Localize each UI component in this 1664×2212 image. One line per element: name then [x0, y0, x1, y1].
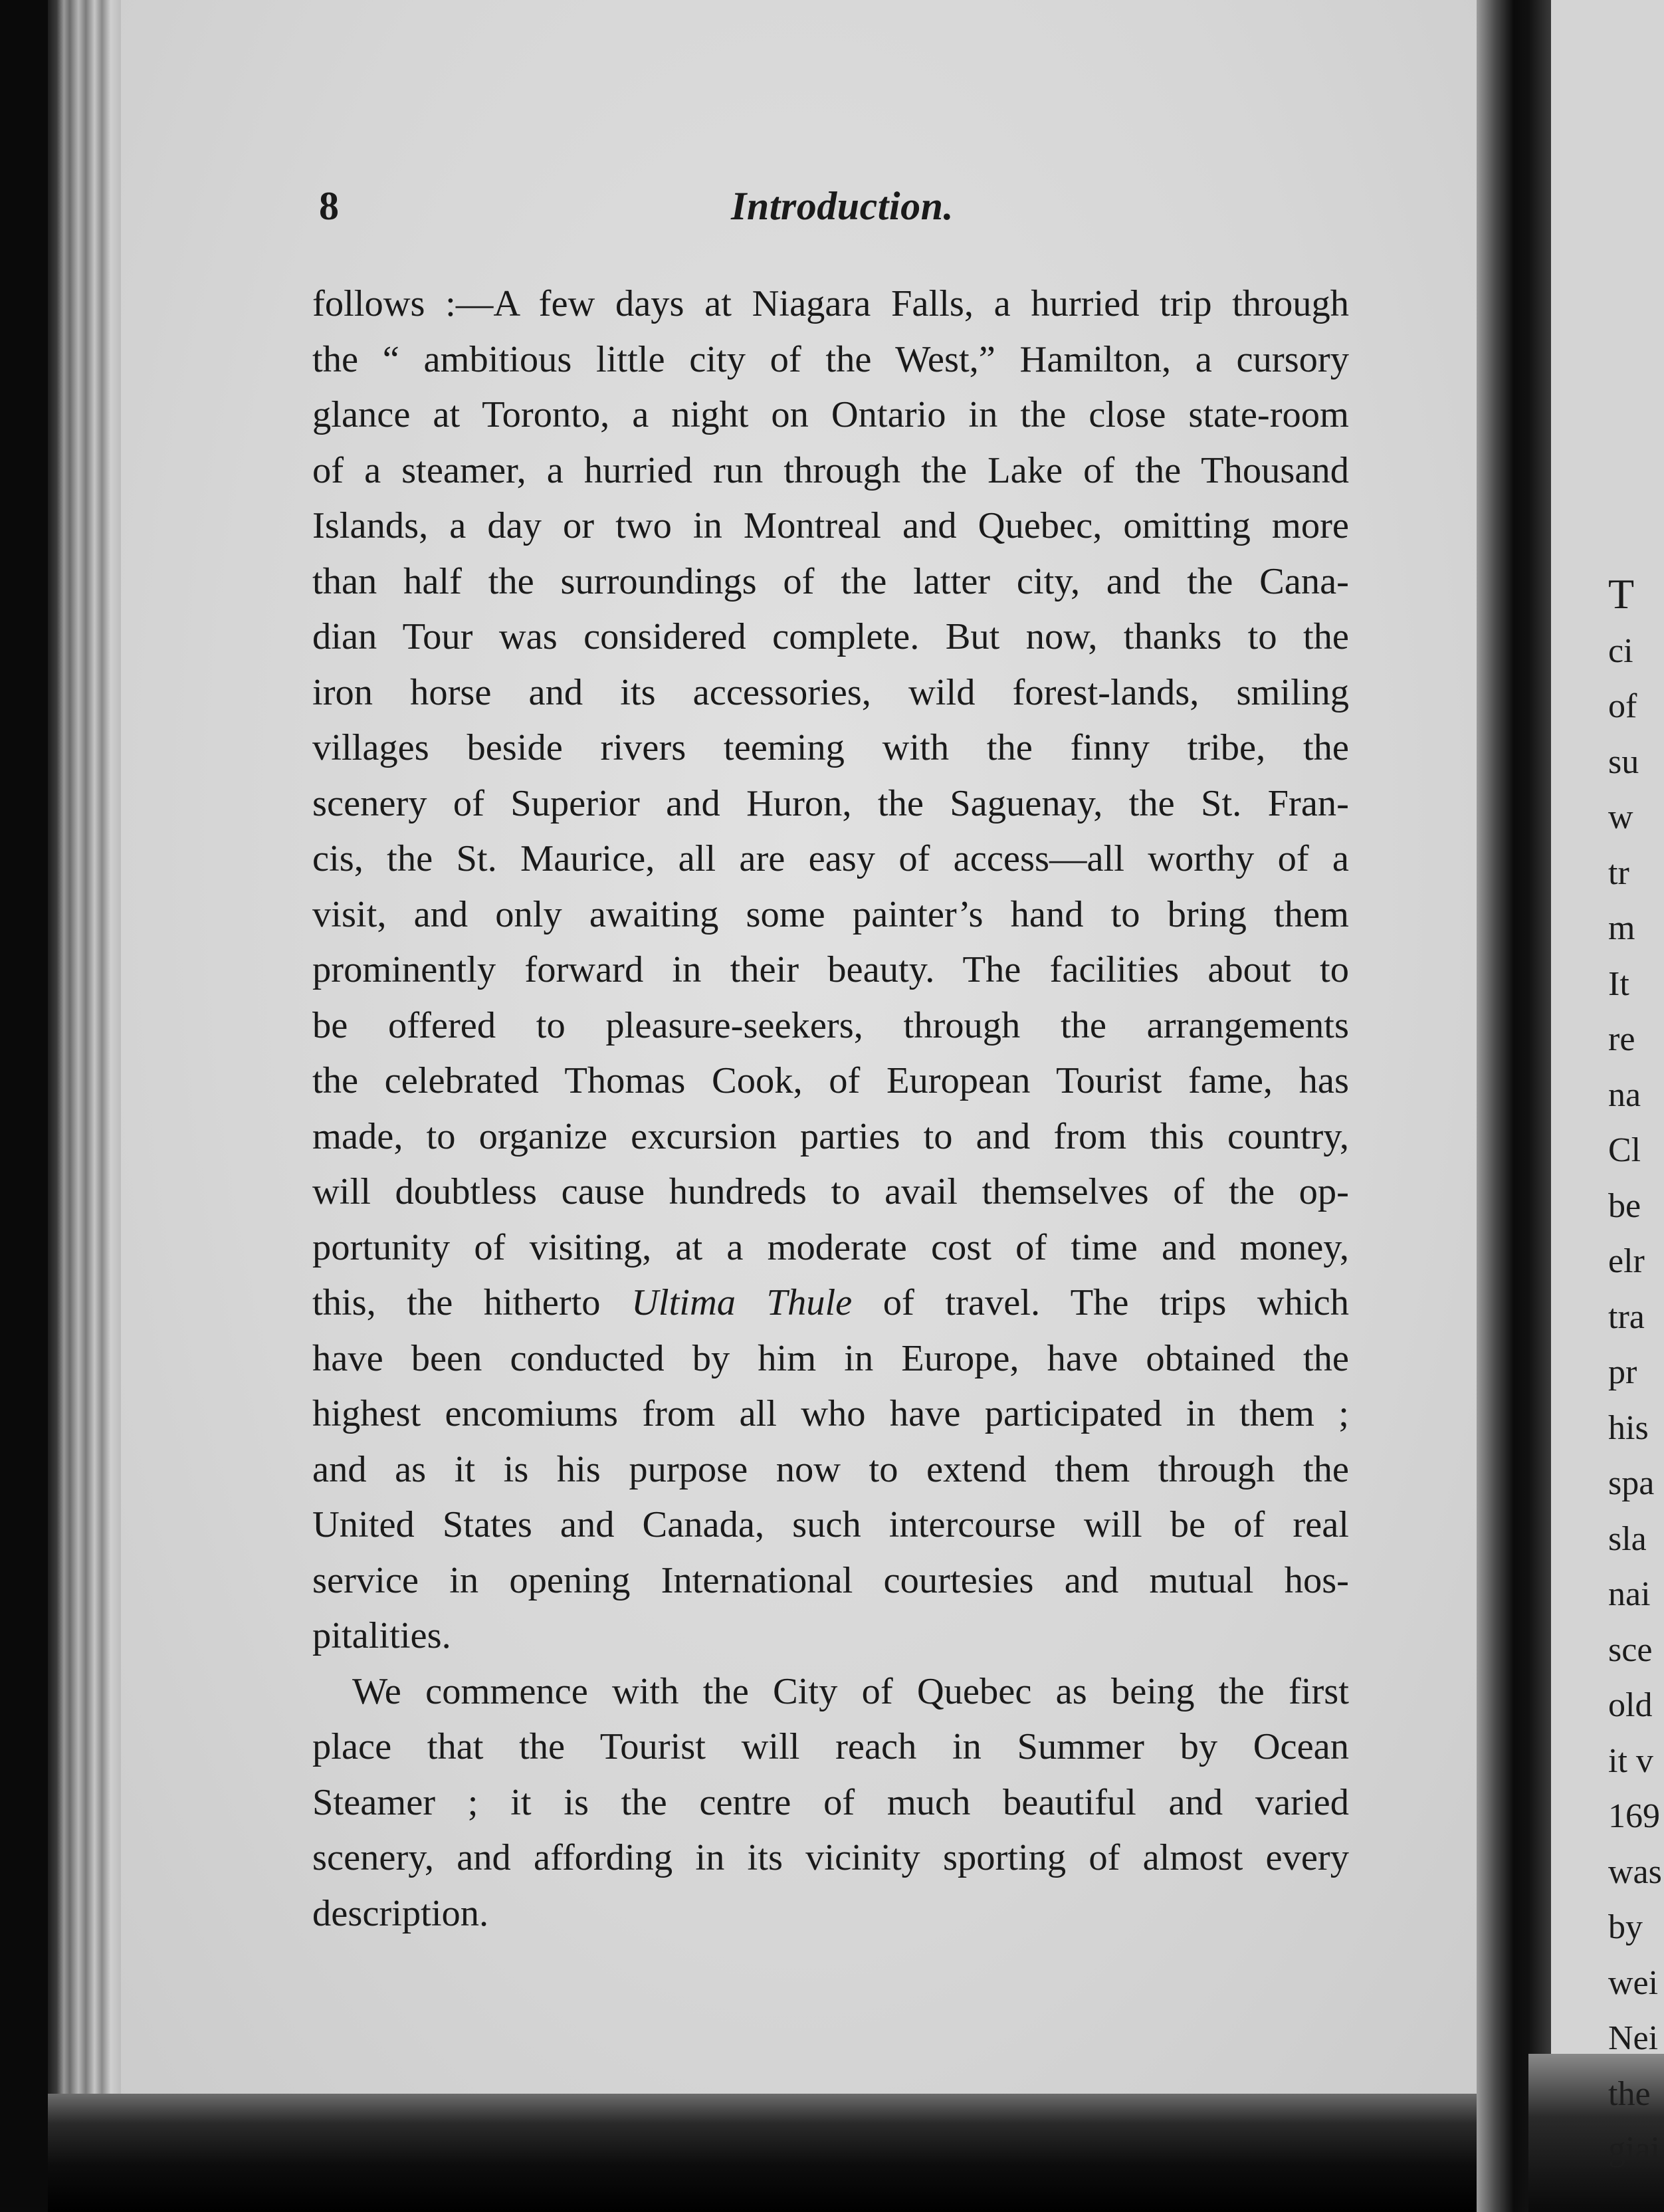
right-page-fragment: sce [1608, 1630, 1653, 1669]
right-page-fragment: su [1608, 742, 1639, 781]
text-line: villages beside rivers teeming with the finny tribe, the [312, 727, 1349, 768]
text-line: and as it is his purpose now to extend them through the [312, 1448, 1349, 1490]
scan-left-margin [0, 0, 48, 2212]
right-page-fragment: old [1608, 1686, 1653, 1724]
page-number: 8 [319, 184, 339, 228]
right-page-fragment: his [1608, 1408, 1649, 1447]
right-page-fragment: sla [1608, 1519, 1647, 1558]
text-segment: this, the hitherto [312, 1282, 632, 1323]
text-line: of a steamer, a hurried run through the Lake of the Thousand [312, 449, 1349, 491]
book-gutter [1477, 0, 1551, 2212]
right-page-fragment: be [1608, 1186, 1641, 1225]
italic-phrase: Ultima Thule [631, 1282, 853, 1323]
text-line: scenery of Superior and Huron, the Saguenay, the St. Fran- [312, 782, 1349, 824]
text-line: glance at Toronto, a night on Ontario in the close state-room [312, 394, 1349, 435]
text-line: Islands, a day or two in Montreal and Quebec, omitting more [312, 505, 1349, 546]
right-page-fragment: it v [1608, 1741, 1653, 1780]
text-line: Steamer ; it is the centre of much beautiful and varied [312, 1781, 1349, 1823]
right-page-fragment: Cl [1608, 1131, 1641, 1169]
right-page-fragment: the [1608, 2074, 1651, 2113]
text-line: pitalities. [312, 1615, 451, 1656]
text-line: dian Tour was considered complete. But now, thanks to the [312, 616, 1349, 657]
page-stack-edges [48, 0, 121, 2212]
right-page-fragment: elr [1608, 1242, 1645, 1280]
right-page-fragment: T [1608, 570, 1635, 617]
text-line: prominently forward in their beauty. The facilities about to [312, 949, 1349, 990]
right-page-fragment: ci [1608, 631, 1633, 670]
running-title: Introduction. [731, 184, 954, 228]
text-line: portunity of visiting, at a moderate cost of time and money, [312, 1226, 1349, 1268]
right-page-fragment: Nei [1608, 2019, 1659, 2057]
text-line: made, to organize excursion parties to and from this country, [312, 1115, 1349, 1157]
text-line: cis, the St. Maurice, all are easy of access—all worthy of a [312, 838, 1349, 879]
right-page-fragment: tra [1608, 1297, 1645, 1336]
right-page-fragment: It [1608, 964, 1629, 1003]
text-line: the “ ambitious little city of the West,” Hamilton, a cursory [312, 338, 1349, 380]
text-line: scenery, and affording in its vicinity sporting of almost every [312, 1837, 1349, 1878]
right-page-fragment: of [1608, 687, 1637, 725]
running-head [319, 179, 1342, 233]
text-segment: of travel. The trips which [852, 1282, 1349, 1323]
text-line: service in opening International courtesies and mutual hos- [312, 1559, 1349, 1601]
paragraph-1 [312, 276, 1349, 1664]
right-page-fragment: pr [1608, 1353, 1637, 1391]
text-line: the celebrated Thomas Cook, of European Tourist fame, has [312, 1060, 1349, 1101]
scan-bottom-shadow [48, 2094, 1483, 2212]
right-page-fragment: na [1608, 1075, 1641, 1114]
right-page-fragment: spa [1608, 1464, 1655, 1502]
text-line: visit, and only awaiting some painter’s hand to bring them [312, 893, 1349, 935]
right-page-fragment: re [1608, 1020, 1635, 1058]
paragraph-2 [312, 1664, 1349, 1942]
right-page-fragment: wei [1608, 1963, 1659, 2002]
right-page-fragment: giai [1608, 2130, 1660, 2168]
right-page-fragment: nai [1608, 1575, 1651, 1613]
text-line: highest encomiums from all who have participated in them ; [312, 1393, 1349, 1434]
right-page-fragment: by [1608, 1908, 1643, 1946]
text-line: have been conducted by him in Europe, have obtained the [312, 1337, 1349, 1379]
text-line: than half the surroundings of the latter city, and the Cana- [312, 560, 1349, 602]
text-line: We commence with the City of Quebec as being the first [352, 1670, 1349, 1712]
body-text [312, 276, 1349, 1941]
text-line: will doubtless cause hundreds to avail themselves of the op- [312, 1171, 1349, 1212]
text-line: follows :—A few days at Niagara Falls, a hurried trip through [312, 283, 1349, 324]
text-line: description. [312, 1892, 489, 1934]
right-page-fragment: w [1608, 798, 1633, 836]
text-line: be offered to pleasure-seekers, through the arrangements [312, 1004, 1349, 1046]
right-page-fragment: tr [1608, 853, 1629, 892]
text-line: iron horse and its accessories, wild forest-lands, smiling [312, 671, 1349, 713]
text-line: United States and Canada, such intercourse will be of real [312, 1504, 1349, 1545]
right-page-fragment: 169 [1608, 1797, 1660, 1835]
text-line: place that the Tourist will reach in Summer by Ocean [312, 1726, 1349, 1767]
text-line-ultima-thule [312, 1275, 1349, 1331]
right-page-fragment: was [1608, 1852, 1662, 1891]
right-page-fragment: m [1608, 909, 1635, 947]
